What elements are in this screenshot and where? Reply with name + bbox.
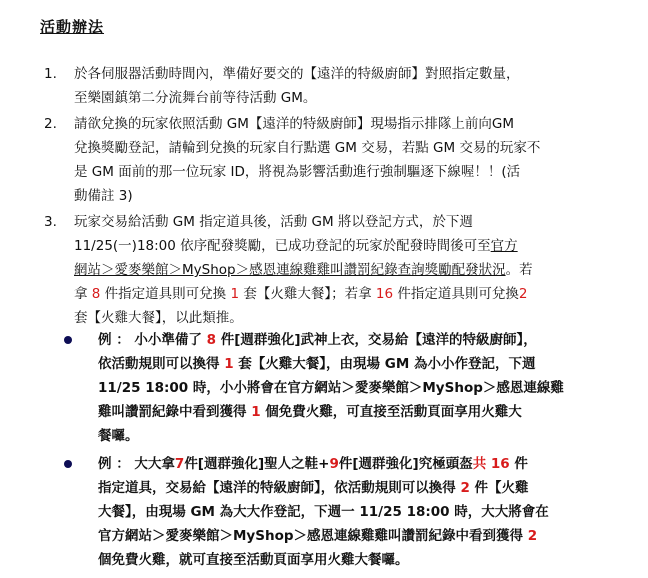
text-segment: 雞叫讚罰紀錄中看到獲得 [98,404,252,420]
text-segment: 套【火雞大餐】；若拿 [239,286,376,302]
text-segment: 件[週群強化]究極頭盔 [338,456,473,472]
text-segment: 例 ： 小小準備了 [98,332,207,348]
item-number: 2. [44,116,57,132]
item-number: 1. [44,66,57,82]
example-line [98,452,624,476]
text-segment: 例 ： 大大拿 [98,456,175,472]
highlight-number: 2 [518,286,528,302]
examples-list [64,328,624,576]
highlight-number: 2 [460,480,470,496]
item-text-line: 於各伺服器活動時間內，準備好要交的【遠洋的特級廚師】對照指定數量， [74,66,520,82]
example-line [98,476,624,500]
item-text-line: 套【火雞大餐】，以此類推。 [74,310,243,326]
text-segment: 件 [509,456,528,472]
rules-list [40,62,610,332]
text-segment: 依活動規則可以換得 [98,356,225,372]
highlight-number: 9 [329,456,339,472]
example-item [64,328,624,448]
item-text-line: 是 GM 面前的那一位玩家 ID，將視為影響活動進行強制驅逐下線喔！！(活 [74,164,521,180]
bullet-icon [64,336,72,344]
text-segment: 件指定道具則可兌換 [393,286,519,302]
highlight-number: 16 [375,286,394,302]
highlight-number: 7 [174,456,185,472]
item-text-line [74,282,610,306]
example-line [98,400,624,424]
text-segment: 件[週群強化]武神上衣，交易給【遠洋的特級廚師】， [216,332,537,348]
text-segment: 件指定道具則可兌換 [100,286,231,302]
highlight-number: 2 [527,528,538,544]
item-text-line [74,258,610,282]
example-line [98,352,624,376]
highlight-number: 1 [224,356,234,372]
list-item [40,210,610,330]
page-title: 活動辦法 [40,18,105,36]
item-number: 3. [44,214,57,230]
text-segment: 指定道具，交易給【遠洋的特級廚師】，依活動規則可以換得 [98,480,461,496]
example-line: 大餐】，由現場 GM 為大大作登記，下週一 11/25 18:00 時，大大將會在 [98,504,549,520]
text-segment: 件【火雞 [469,480,529,496]
highlight-number: 共 16 [472,456,510,472]
highlight-number: 8 [206,332,217,348]
example-line: 個免費火雞，就可直接至活動頁面享用火雞大餐囉。 [98,552,409,568]
text-segment: 11/25(一)18:00 依序配發獎勵，已成功登記的玩家於配發時間後可至 [74,238,491,254]
item-text-line: 兌換獎勵登記，請輪到兌換的玩家自行點選 GM 交易，若點 GM 交易的玩家不 [74,140,541,156]
highlight-number: 1 [251,404,261,420]
official-site-link[interactable]: 官方 [490,238,518,254]
example-item [64,452,624,572]
example-line: 餐囉。 [98,428,139,444]
example-line [98,524,624,548]
item-text-line: 動備註 3) [74,188,133,204]
text-segment: 官方網站＞愛麥樂館＞MyShop＞感恩連線雞雞叫讚罰紀錄中看到獲得 [98,528,528,544]
example-line: 11/25 18:00 時，小小將會在官方網站＞愛麥樂館＞MyShop＞感恩連線雞 [98,380,564,396]
list-item [40,112,610,208]
item-text-line [74,234,610,258]
list-item [40,62,610,110]
bullet-icon [64,460,72,468]
text-segment: 拿 [74,286,92,302]
myshop-path-link[interactable]: 網站＞愛麥樂館＞MyShop＞感恩連線雞雞叫讚罰紀錄查詢獎勵配發狀況 [74,262,506,278]
highlight-number: 1 [230,286,240,302]
example-line [98,328,624,352]
item-text-line: 請欲兌換的玩家依照活動 GM【遠洋的特級廚師】現場指示排隊上前向GM [74,116,515,132]
item-text-line: 至樂園鎮第二分流舞台前等待活動 GM。 [74,90,317,106]
highlight-number: 8 [91,286,101,302]
text-segment: 。若 [505,262,533,278]
text-segment: 個免費火雞，可直接至活動頁面享用火雞大 [260,404,522,420]
item-text-line: 玩家交易給活動 GM 指定道具後，活動 GM 將以登記方式，於下週 [74,214,473,230]
text-segment: 件[週群強化]聖人之鞋+ [184,456,330,472]
text-segment: 套【火雞大餐】，由現場 GM 為小小作登記，下週 [233,356,536,372]
